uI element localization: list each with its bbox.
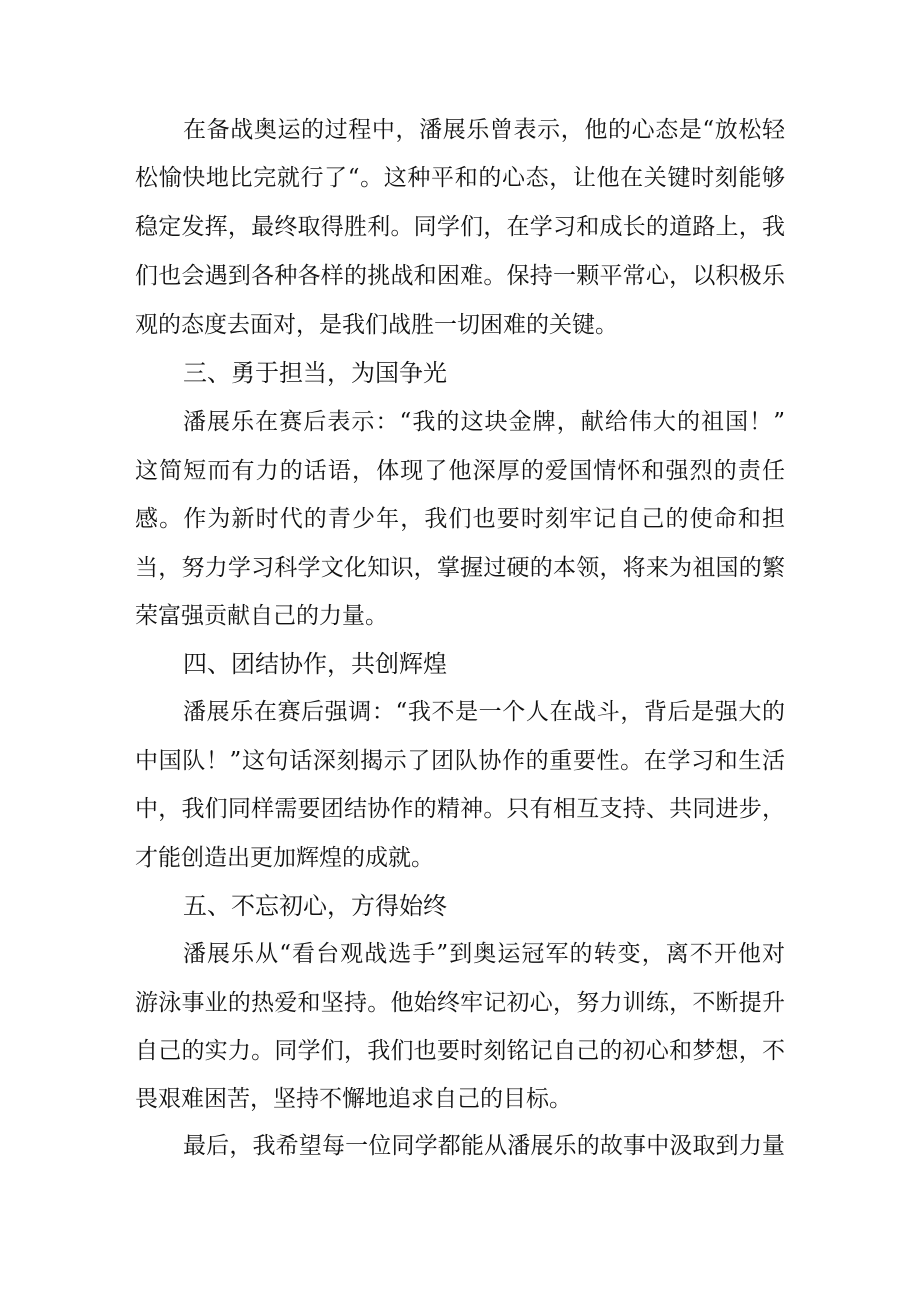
section-3-line-4: 当，努力学习科学文化知识，掌握过硬的本领，将来为祖国的繁	[135, 555, 785, 581]
paragraph-1-line-2: 松愉快地比完就行了“。这种平和的心态，让他在关键时刻能够	[135, 165, 785, 191]
section-3-line-1: 潘展乐在赛后表示：“我的这块金牌，献给伟大的祖国！”	[183, 409, 785, 435]
section-5-line-3: 自己的实力。同学们，我们也要时刻铭记自己的初心和梦想，不	[135, 1038, 785, 1064]
paragraph-1-line-3: 稳定发挥，最终取得胜利。同学们，在学习和成长的道路上，我	[135, 214, 785, 240]
section-3-line-5: 荣富强贡献自己的力量。	[135, 603, 388, 629]
section-3-line-2: 这简短而有力的话语，体现了他深厚的爱国情怀和强烈的责任	[135, 458, 785, 484]
paragraph-1-line-1: 在备战奥运的过程中，潘展乐曾表示，他的心态是“放松轻	[183, 117, 785, 143]
section-4-line-4: 才能创造出更加辉煌的成就。	[135, 845, 434, 871]
section-4-heading: 四、团结协作，共创辉煌	[183, 650, 447, 678]
section-5-line-4: 畏艰难困苦，坚持不懈地追求自己的目标。	[135, 1086, 572, 1112]
section-4-line-2: 中国队！”这句话深刻揭示了团队协作的重要性。在学习和生活	[135, 748, 785, 774]
section-5-line-2: 游泳事业的热爱和坚持。他始终牢记初心，努力训练，不断提升	[135, 990, 785, 1016]
section-5-line-1: 潘展乐从“看台观战选手”到奥运冠军的转变，离不开他对	[183, 941, 785, 967]
closing-line-1: 最后，我希望每一位同学都能从潘展乐的故事中汲取到力量	[183, 1133, 785, 1159]
section-3-heading: 三、勇于担当，为国争光	[183, 359, 447, 387]
section-4-line-1: 潘展乐在赛后强调：“我不是一个人在战斗，背后是强大的	[183, 699, 785, 725]
section-4-line-3: 中，我们同样需要团结协作的精神。只有相互支持、共同进步，	[135, 796, 785, 822]
paragraph-1-line-5: 观的态度去面对，是我们战胜一切困难的关键。	[135, 312, 618, 338]
section-5-heading: 五、不忘初心，方得始终	[183, 892, 447, 920]
paragraph-1-line-4: 们也会遇到各种各样的挑战和困难。保持一颗平常心，以积极乐	[135, 263, 785, 289]
section-3-line-3: 感。作为新时代的青少年，我们也要时刻牢记自己的使命和担	[135, 506, 785, 532]
